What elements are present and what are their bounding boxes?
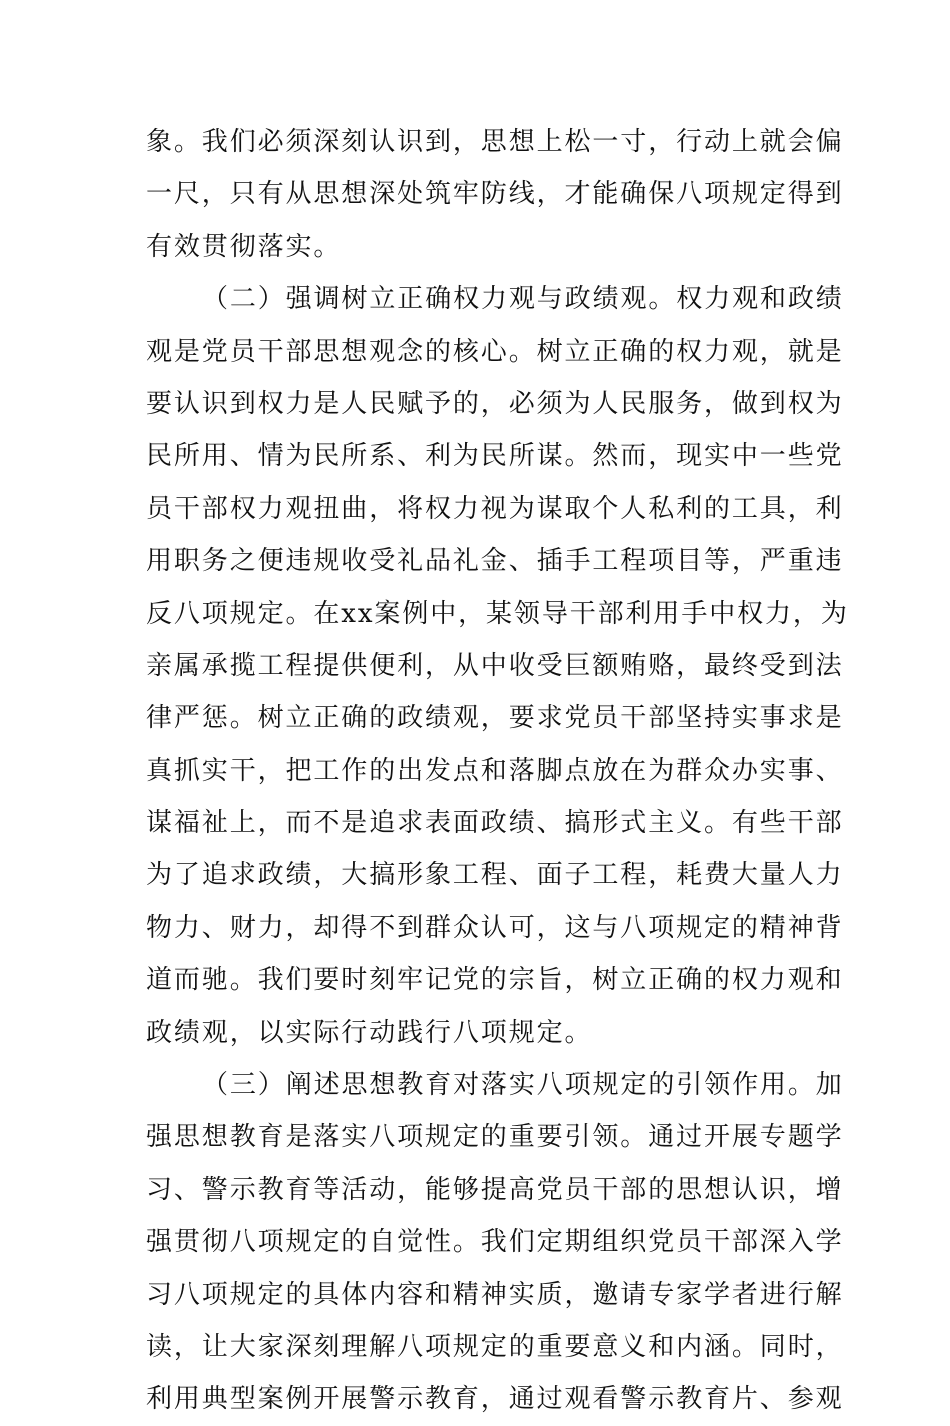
text-line: 谋福祉上，而不是追求表面政绩、搞形式主义。有些干部 — [146, 808, 844, 839]
paragraph-continuation — [146, 116, 844, 273]
text-line: 象。我们必须深刻认识到，思想上松一寸，行动上就会偏 — [146, 127, 844, 157]
section-heading-line: （二）强调树立正确权力观与政绩观。权力观和政绩 — [202, 284, 844, 315]
document-body — [146, 116, 849, 1426]
text-line: 一尺，只有从思想深处筑牢防线，才能确保八项规定得到 — [146, 179, 844, 210]
text-line: 员干部权力观扭曲，将权力视为谋取个人私利的工具，利 — [146, 493, 844, 524]
text-line: 为了追求政绩，大搞形象工程、面子工程，耗费大量人力 — [146, 860, 844, 891]
text-line: 律严惩。树立正确的政绩观，要求党员干部坚持实事求是 — [146, 703, 844, 734]
text-line: 民所用、情为民所系、利为民所谋。然而，现实中一些党 — [146, 441, 844, 472]
paragraph-section-3 — [146, 1059, 844, 1426]
text-line: 习八项规定的具体内容和精神实质，邀请专家学者进行解 — [146, 1279, 844, 1310]
section-heading-line: （三）阐述思想教育对落实八项规定的引领作用。加 — [202, 1070, 844, 1101]
text-line: 读，让大家深刻理解八项规定的重要意义和内涵。同时， — [146, 1331, 844, 1362]
text-line: 观是党员干部思想观念的核心。树立正确的权力观，就是 — [146, 336, 844, 367]
text-line: 有效贯彻落实。 — [146, 231, 342, 262]
text-line: 物力、财力，却得不到群众认可，这与八项规定的精神背 — [146, 912, 844, 943]
text-line: 要认识到权力是人民赋予的，必须为人民服务，做到权为 — [146, 388, 844, 419]
text-line: 政绩观，以实际行动践行八项规定。 — [146, 1017, 593, 1048]
text-line: 真抓实干，把工作的出发点和落脚点放在为群众办实事、 — [146, 755, 844, 786]
text-line: 习、警示教育等活动，能够提高党员干部的思想认识，增 — [146, 1174, 844, 1205]
text-line: 用职务之便违规收受礼品礼金、插手工程项目等，严重违 — [146, 546, 844, 577]
text-line: 利用典型案例开展警示教育，通过观看警示教育片、参观 — [146, 1384, 844, 1415]
paragraph-section-2 — [146, 273, 849, 1059]
text-line: 道而驰。我们要时刻牢记党的宗旨，树立正确的权力观和 — [146, 965, 844, 996]
text-line: 反八项规定。在xx案例中，某领导干部利用手中权力，为 — [146, 598, 849, 629]
text-line: 强贯彻八项规定的自觉性。我们定期组织党员干部深入学 — [146, 1227, 844, 1258]
text-line: 亲属承揽工程提供便利，从中收受巨额贿赂，最终受到法 — [146, 650, 844, 681]
text-line: 强思想教育是落实八项规定的重要引领。通过开展专题学 — [146, 1122, 844, 1153]
